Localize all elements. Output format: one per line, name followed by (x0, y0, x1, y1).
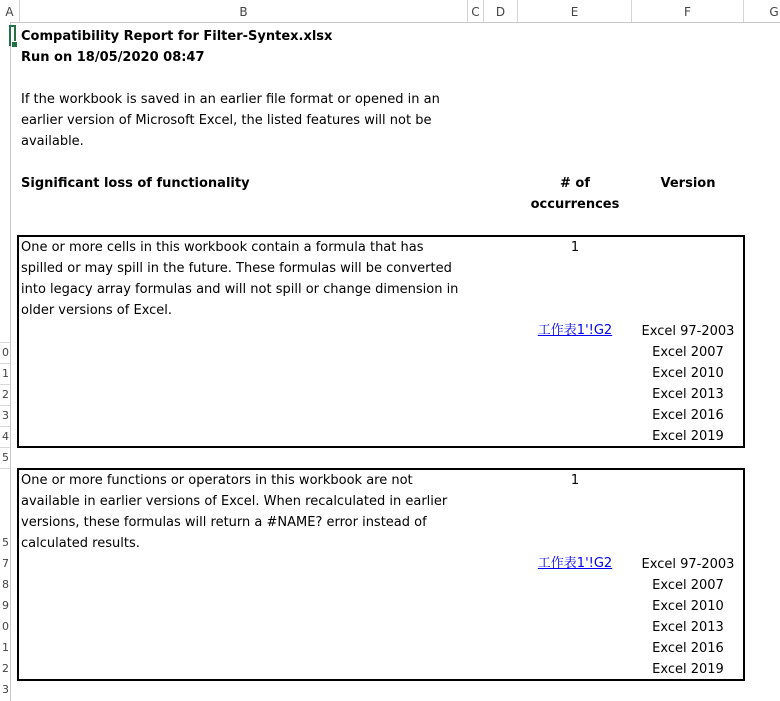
row-header[interactable]: 0 (2, 346, 9, 359)
column-header-a[interactable]: A (0, 0, 20, 22)
report-intro: If the workbook is saved in an earlier file format or opened in an earlier version of Microsoft Excel, the listed features will not be available. (21, 92, 440, 149)
version-item: Excel 2010 (652, 599, 724, 614)
column-header-g[interactable]: G (769, 5, 779, 19)
version-item: Excel 2019 (652, 429, 724, 444)
version-item: Excel 2016 (652, 408, 724, 423)
version-item: Excel 2010 (652, 366, 724, 381)
row-header[interactable]: 4 (2, 430, 9, 443)
version-header: Version (660, 176, 716, 191)
report-run-date: Run on 18/05/2020 08:47 (21, 50, 205, 65)
version-item: Excel 2013 (652, 387, 724, 402)
occurrences-header: # of occurrences (530, 176, 620, 212)
row-header[interactable]: 7 (2, 557, 9, 570)
issue-count: 1 (570, 240, 580, 255)
issue-count: 1 (570, 473, 580, 488)
issue-description: One or more functions or operators in this workbook are not available in earlier versions of Excel. When recalculated in earlier versions, these formulas will return a #NAME? error instead of calculated results. (21, 473, 448, 551)
row-divider (0, 468, 10, 469)
row-header[interactable]: 2 (2, 662, 9, 675)
row-divider (0, 426, 10, 427)
issue-cell-link[interactable]: 工作表1'!G2 (537, 556, 613, 571)
version-item: Excel 97-2003 (641, 324, 735, 339)
column-header-e[interactable]: E (518, 0, 632, 22)
row-header[interactable]: 8 (2, 578, 9, 591)
row-header[interactable]: 9 (2, 599, 9, 612)
column-header-b[interactable]: B (20, 0, 468, 22)
row-divider (0, 363, 10, 364)
section-heading: Significant loss of functionality (21, 176, 250, 191)
version-item: Excel 97-2003 (641, 557, 735, 572)
version-item: Excel 2013 (652, 620, 724, 635)
column-header-bar (0, 0, 780, 23)
row-header[interactable]: 2 (2, 388, 9, 401)
row-divider (0, 384, 10, 385)
report-title: Compatibility Report for Filter-Syntex.xlsx (21, 29, 333, 44)
version-item: Excel 2007 (652, 345, 724, 360)
row-divider (0, 342, 10, 343)
row-header-bar (0, 22, 11, 701)
active-cell-selection[interactable] (9, 25, 16, 46)
row-header[interactable]: 5 (2, 451, 9, 464)
issue-cell-link[interactable]: 工作表1'!G2 (537, 323, 613, 338)
column-header-f[interactable]: F (632, 0, 744, 22)
column-header-c[interactable]: C (468, 0, 484, 22)
column-header-d[interactable]: D (484, 0, 518, 22)
row-header[interactable]: 1 (2, 367, 9, 380)
row-divider (0, 447, 10, 448)
row-header[interactable]: 3 (2, 683, 9, 696)
issue-description: One or more cells in this workbook contain a formula that has spilled or may spill in the future. These formulas will be converted into legacy array formulas and will not spill or change dimension in older versions of Excel. (21, 240, 459, 318)
row-header[interactable]: 5 (2, 536, 9, 549)
version-item: Excel 2016 (652, 641, 724, 656)
version-item: Excel 2019 (652, 662, 724, 677)
row-header[interactable]: 0 (2, 620, 9, 633)
row-header[interactable]: 3 (2, 409, 9, 422)
row-header[interactable]: 1 (2, 641, 9, 654)
row-divider (0, 405, 10, 406)
version-item: Excel 2007 (652, 578, 724, 593)
